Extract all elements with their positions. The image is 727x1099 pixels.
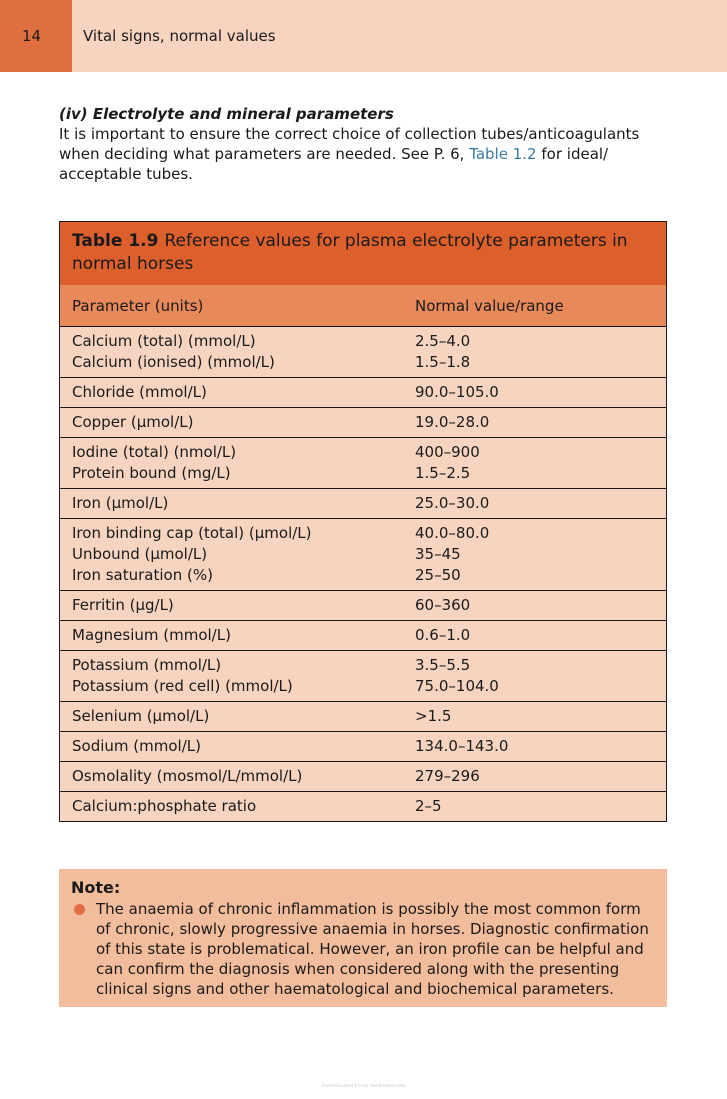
value-cell [415,442,666,484]
value-label: 0.6–1.0 [415,626,471,644]
parameter-label: Copper (μmol/L) [72,413,194,431]
parameter-cell [60,412,415,433]
value-cell [415,655,666,697]
reference-table [59,221,667,822]
table-row [60,591,666,621]
table-row [60,651,666,702]
section-body [59,124,669,184]
value-label: 2.5–4.0 [415,332,471,350]
value-cell [415,796,666,817]
value-cell [415,382,666,403]
table-row [60,489,666,519]
parameter-cell [60,796,415,817]
value-label: 400–900 [415,443,480,461]
parameter-label: Calcium (total) (mmol/L) [72,332,256,350]
value-cell [415,412,666,433]
value-label: 19.0–28.0 [415,413,490,431]
parameter-cell [60,655,415,697]
table-caption [60,222,666,285]
value-cell [415,523,666,586]
parameter-label: Iodine (total) (nmol/L) [72,443,237,461]
parameter-label: Selenium (μmol/L) [72,707,210,725]
parameter-label: Iron (μmol/L) [72,494,169,512]
table-row [60,408,666,438]
table-row [60,702,666,732]
parameter-cell [60,442,415,484]
parameter-label: Potassium (mmol/L) [72,656,222,674]
value-label: 1.5–1.8 [415,353,471,371]
page-header [0,0,727,72]
bullet-icon [74,904,85,915]
parameter-label: Osmolality (mosmol/L/mmol/L) [72,767,303,785]
section-body-text-2: for ideal/ acceptable tubes. [59,145,609,183]
value-cell [415,766,666,787]
page-number: 14 [0,0,72,72]
parameter-label: Calcium:phosphate ratio [72,797,257,815]
parameter-label: Calcium (ionised) (mmol/L) [72,353,275,371]
parameter-cell [60,523,415,586]
parameter-cell [60,595,415,616]
section-body-text-1: It is important to ensure the correct choice of collection tubes/anticoagulants when deciding what parameters are needed. See P. 6, [59,125,640,163]
parameter-label: Protein bound (mg/L) [72,464,231,482]
parameter-label: Iron binding cap (total) (μmol/L) [72,524,312,542]
table-body [60,327,666,821]
footer-watermark: Downloaded From VetBooks.com [321,1083,406,1089]
table-row [60,762,666,792]
table-header-row [60,285,666,327]
value-label: 1.5–2.5 [415,464,471,482]
value-label: 60–360 [415,596,471,614]
value-label: 134.0–143.0 [415,737,509,755]
parameter-label: Ferritin (μg/L) [72,596,174,614]
parameter-label: Iron saturation (%) [72,566,213,584]
value-label: 3.5–5.5 [415,656,471,674]
section-title: (iv) Electrolyte and mineral parameters [59,105,394,123]
table-row [60,621,666,651]
parameter-cell [60,625,415,646]
parameter-cell [60,382,415,403]
column-header-parameter: Parameter (units) [72,296,204,315]
electrolyte-section [59,104,669,184]
value-cell [415,625,666,646]
value-cell [415,595,666,616]
value-label: 75.0–104.0 [415,677,499,695]
value-cell [415,736,666,757]
table-row [60,732,666,762]
parameter-cell [60,736,415,757]
parameter-cell [60,331,415,373]
value-label: 25–50 [415,566,461,584]
table-1-2-link[interactable]: Table 1.2 [469,145,537,163]
parameter-cell [60,493,415,514]
parameter-label: Magnesium (mmol/L) [72,626,231,644]
table-caption-label: Table 1.9 [72,231,159,251]
value-cell [415,706,666,727]
value-label: >1.5 [415,707,452,725]
value-label: 279–296 [415,767,480,785]
table-row [60,438,666,489]
parameter-cell [60,766,415,787]
value-label: 35–45 [415,545,461,563]
table-row [60,327,666,378]
table-row [60,378,666,408]
value-cell [415,493,666,514]
table-row [60,792,666,821]
table-caption-text: Reference values for plasma electrolyte parameters in normal horses [72,231,628,274]
parameter-label: Unbound (μmol/L) [72,545,208,563]
value-label: 40.0–80.0 [415,524,490,542]
note-item-text: The anaemia of chronic inflammation is possibly the most common form of chronic, slowly progressive anaemia in horses. Diagnostic confirmation of this state is problematical. However, an iron profile can be helpful and can confirm the diagnosis when considered along with the presenting clinical signs and other haematological and biochemical parameters. [96,900,649,998]
value-label: 2–5 [415,797,442,815]
parameter-label: Potassium (red cell) (mmol/L) [72,677,293,695]
column-header-value: Normal value/range [415,296,564,315]
parameter-label: Sodium (mmol/L) [72,737,201,755]
note-title: Note: [71,878,121,897]
note-item [71,899,655,999]
parameter-cell [60,706,415,727]
running-head: Vital signs, normal values [83,27,276,45]
parameter-label: Chloride (mmol/L) [72,383,207,401]
value-label: 25.0–30.0 [415,494,490,512]
table-row [60,519,666,591]
value-cell [415,331,666,373]
note-box [59,869,667,1007]
value-label: 90.0–105.0 [415,383,499,401]
